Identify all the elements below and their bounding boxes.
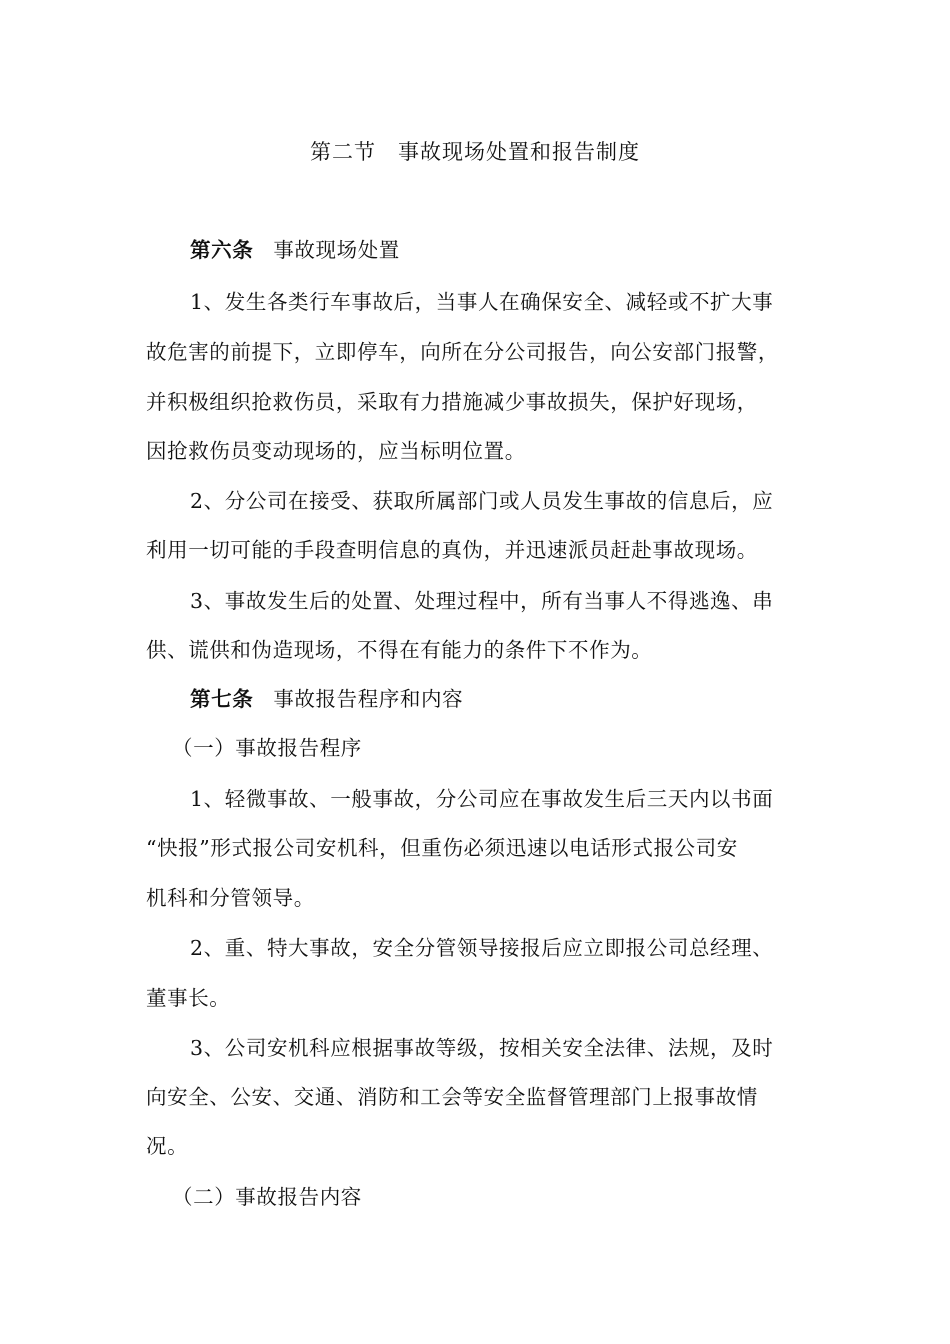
article-7-p1-line1: 1、轻微事故、一般事故，分公司应在事故发生后三天内以书面: [190, 787, 774, 811]
article-7-heading: [190, 683, 890, 715]
article-6-p2-line1: 2、分公司在接受、获取所属部门或人员发生事故的信息后，应: [190, 489, 774, 513]
article-7-p2-line2: 董事长。: [146, 986, 231, 1010]
article-7-label: 第七条: [190, 687, 254, 711]
section-title: [0, 136, 950, 168]
article-7-p3-line1: 3、公司安机科应根据事故等级，按相关安全法律、法规，及时: [190, 1036, 774, 1060]
article-7-title: 事故报告程序和内容: [273, 687, 464, 711]
article-6-title: 事故现场处置: [273, 238, 400, 262]
article-6-heading: [190, 234, 890, 266]
article-7-p3-line3: 况。: [146, 1134, 189, 1158]
section-label: 第二节: [310, 140, 376, 164]
article-7-p3-line2: 向安全、公安、交通、消防和工会等安全监督管理部门上报事故情: [146, 1085, 758, 1109]
article-6-p1-line2: 故危害的前提下，立即停车，向所在分公司报告，向公安部门报警，: [146, 340, 779, 364]
article-6-label: 第六条: [190, 238, 254, 262]
article-7-subheading-1: （一）事故报告程序: [172, 736, 362, 760]
article-6-p2-line2: 利用一切可能的手段查明信息的真伪，并迅速派员赶赴事故现场。: [146, 538, 758, 562]
article-6-p1-line4: 因抢救伤员变动现场的，应当标明位置。: [146, 439, 526, 463]
article-6-p1-line1: 1、发生各类行车事故后，当事人在确保安全、减轻或不扩大事: [190, 290, 774, 314]
article-6-p1-line3: 并积极组织抢救伤员，采取有力措施减少事故损失，保护好现场，: [146, 390, 758, 414]
article-6-p3-line1: 3、事故发生后的处置、处理过程中，所有当事人不得逃逸、串: [190, 589, 774, 613]
article-7-p2-line1: 2、重、特大事故，安全分管领导接报后应立即报公司总经理、: [190, 936, 774, 960]
article-7-subheading-2: （二）事故报告内容: [172, 1185, 362, 1209]
article-7-p1-line3: 机科和分管领导。: [146, 886, 315, 910]
section-heading: 事故现场处置和报告制度: [398, 140, 640, 164]
article-7-p1-line2: “快报”形式报公司安机科，但重伤必须迅速以电话形式报公司安: [146, 836, 738, 860]
article-6-p3-line2: 供、谎供和伪造现场，不得在有能力的条件下不作为。: [146, 638, 653, 662]
